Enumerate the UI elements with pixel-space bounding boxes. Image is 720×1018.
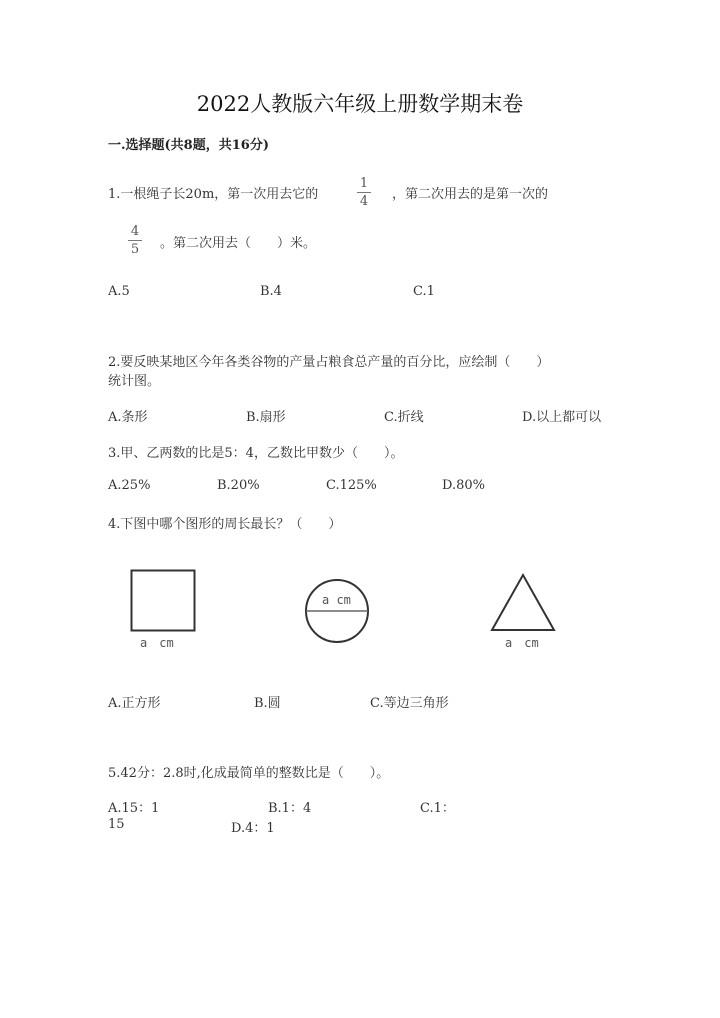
- question-4-text: 4.下图中哪个图形的周长最长？（ ）: [108, 517, 342, 532]
- question-1-text-b: ，第二次用去的是第一次的: [392, 187, 549, 202]
- circle-label: a cm: [322, 593, 351, 607]
- question-1-option-c[interactable]: C.1: [413, 284, 435, 299]
- question-3-option-c[interactable]: C.125%: [326, 478, 377, 493]
- fraction-numerator: 1: [359, 176, 369, 191]
- question-3-option-d[interactable]: D.80%: [442, 478, 485, 493]
- question-3-option-a[interactable]: A.25%: [108, 478, 151, 493]
- question-5-text: 5.42分：2.8时,化成最简单的整数比是（ ）。: [108, 766, 390, 781]
- question-5-option-d[interactable]: D.4：1: [231, 821, 275, 836]
- fraction-denominator: 5: [130, 242, 140, 257]
- question-2-option-c[interactable]: C.折线: [384, 410, 424, 425]
- question-5-option-c-cont: 15: [108, 817, 125, 832]
- question-1-option-b[interactable]: B.4: [260, 284, 282, 299]
- triangle-label: a cm: [505, 636, 539, 650]
- question-4-option-b[interactable]: B.圆: [254, 696, 281, 711]
- section-heading: 一.选择题(共8题，共16分): [108, 138, 269, 153]
- square-label: a cm: [140, 636, 174, 650]
- question-5-option-b[interactable]: B.1：4: [268, 801, 312, 816]
- question-2-option-d[interactable]: D.以上都可以: [522, 410, 602, 425]
- fraction-numerator: 4: [130, 224, 140, 239]
- question-3-text: 3.甲、乙两数的比是5：4，乙数比甲数少（ ）。: [108, 446, 404, 461]
- question-3-option-b[interactable]: B.20%: [217, 478, 260, 493]
- question-5-option-c[interactable]: C.1：: [420, 801, 455, 816]
- question-2-text-cont: 统计图。: [108, 374, 161, 389]
- triangle-figure: [492, 575, 554, 630]
- question-4-option-c[interactable]: C.等边三角形: [370, 696, 449, 711]
- question-1-text-c: 。第二次用去（ ）米。: [160, 236, 317, 251]
- question-2-option-b[interactable]: B.扇形: [246, 410, 286, 425]
- fraction-denominator: 4: [359, 194, 369, 209]
- question-1-option-a[interactable]: A.5: [108, 284, 130, 299]
- square-figure: [132, 571, 195, 631]
- page-title: 2022人教版六年级上册数学期末卷: [196, 92, 524, 116]
- question-1-text-a: 1.一根绳子长20m，第一次用去它的: [108, 187, 319, 202]
- question-2-text: 2.要反映某地区今年各类谷物的产量占粮食总产量的百分比，应绘制（ ）: [108, 355, 550, 370]
- question-2-option-a[interactable]: A.条形: [108, 410, 148, 425]
- question-4-option-a[interactable]: A.正方形: [108, 696, 161, 711]
- question-5-option-a[interactable]: A.15：1: [108, 801, 160, 816]
